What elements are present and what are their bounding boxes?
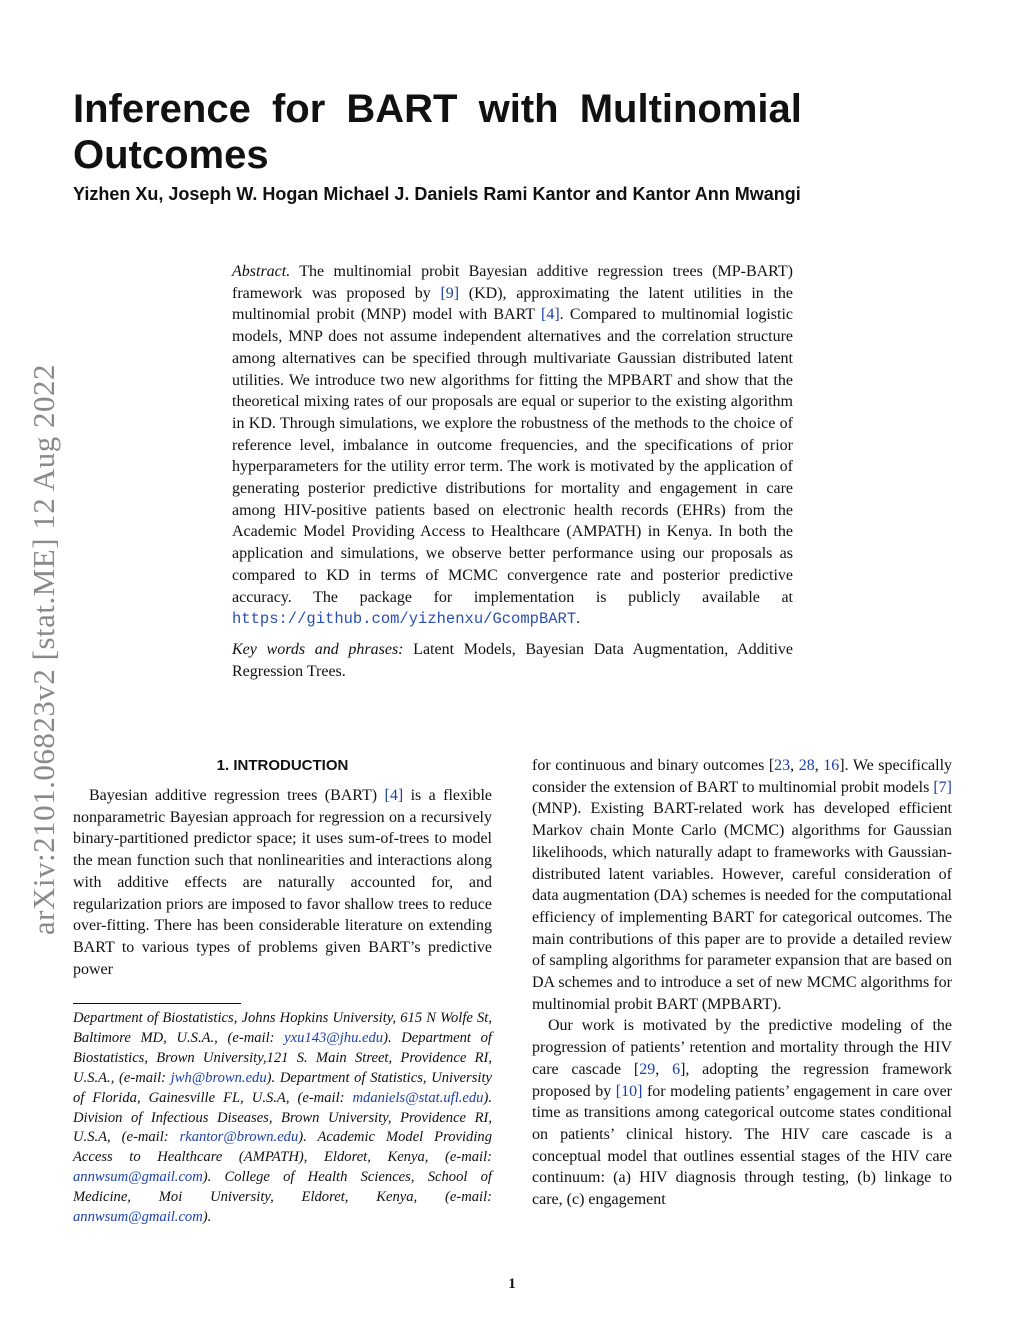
body-text: , [814,757,824,774]
body-paragraph [532,755,952,1015]
footnote-text: ). Division of Infectious Diseases, Brown University, Providence RI, U.S.A, (e-mail: [73,1089,492,1146]
body-text: , [790,757,799,774]
keywords-paragraph [232,639,793,682]
citation-link[interactable]: 23 [774,757,791,774]
section-heading-introduction: 1. INTRODUCTION [216,757,349,774]
footnote-text: ). Department of Biostatistics, Brown University,121 S. Main Street, Providence RI, U.S.A., (e-mail: [73,1029,492,1086]
package-url-link[interactable]: https://github.com/yizhenxu/GcompBART [232,610,577,629]
abstract-paragraph [232,261,793,631]
body-text: Our work is motivated by the predictive modeling of the progression of patients’ retention and mortality through the HIV care cascade [ [532,1017,952,1078]
body-text: Bayesian additive regression trees (BART) [89,787,385,804]
citation-link[interactable]: 28 [798,757,815,774]
body-text: , [655,1060,673,1078]
footnote-text: ). [202,1209,212,1226]
body-paragraph [73,785,492,980]
email-link[interactable]: yxu143@jhu.edu [284,1029,384,1046]
body-text: ], adopting the regression framework proposed by [532,1060,953,1100]
body-text: is a flexible nonparametric Bayesian approach for regression on a recursively binary-partitioned predictor space; it uses sum-of-trees to model the mean function such that nonlinearities and interactions along with additive effects are naturally accounted for, and regularization priors are imposed to favor shallow trees to reduce over-fitting. There has been considerable literature on extending BART to various types of problems given BART’s predictive power [73,787,493,978]
body-text: ]. We specifically consider the extension of BART to multinomial probit models [532,757,953,796]
citation-link[interactable]: [4] [541,306,560,324]
body-paragraph [532,1015,952,1210]
right-column [532,755,952,1211]
email-link[interactable]: annwsum@gmail.com [73,1169,203,1186]
email-link[interactable]: mdaniels@stat.ufl.edu [352,1089,484,1106]
citation-link[interactable]: 16 [823,757,840,774]
citation-link[interactable]: [9] [440,284,460,302]
body-text: (MNP). Existing BART-related work has developed efficient Markov chain Monte Carlo (MCMC) algorithms for Gaussian likelihoods, which naturally adapt to frameworks with Gaussian-distributed latent variables. However, careful consideration of data augmentation (DA) schemes is needed for the computational efficiency of implementing BART for categorical outcomes. The main contributions of this paper are to provide a detailed review of sampling algorithms for parameter expansion that are based on DA schemes and to introduce a set of new MCMC algorithms for multinomial probit BART (MPBART). [532,800,952,1013]
footnote-text: ). Department of Statistics, University of Florida, Gainesville FL, U.S.A, (e-mail: [73,1069,492,1106]
abstract-text: The multinomial probit Bayesian additive regression trees (MP-BART) framework was proposed by [232,263,793,302]
email-link[interactable]: jwh@brown.edu [170,1069,267,1086]
citation-link[interactable]: [7] [933,778,952,796]
author-list: Yizhen Xu, Joseph W. Hogan Michael J. Daniels Rami Kantor and Kantor Ann Mwangi [73,184,801,204]
arxiv-identifier-stamp [24,340,64,960]
footnote-divider [73,1003,241,1004]
affiliations-footnote [73,1009,492,1228]
abstract-label: Abstract. [232,263,291,280]
body-text: for continuous and binary outcomes [ [532,757,775,774]
citation-link[interactable]: 29 [639,1060,656,1078]
paper-title: Inference for BART with Multinomial Outcomes [73,87,802,177]
citation-link[interactable]: 6 [672,1060,681,1078]
email-link[interactable]: rkantor@brown.edu [179,1129,299,1146]
abstract-text: . Compared to multinomial logistic models, MNP does not assume independent alternatives and the correlation structure among alternatives can be specified through multivariate Gaussian distributed latent utilities. We introduce two new algorithms for fitting the MPBART and show that the theoretical mixing rates of our proposals are equal or superior to the existing algorithm in KD. Through simulations, we explore the robustness of the methods to the choice of reference level, imbalance in outcome frequencies, and the specifications of prior hyperparameters for the utility error term. The work is motivated by the application of generating posterior predictive distributions for mortality and engagement in care among HIV-positive patients based on electronic health records (EHRs) from the Academic Model Providing Access to Healthcare (AMPATH) in Kenya. In both the application and simulations, we observe better performance using our proposals as compared to KD in terms of MCMC convergence rate and posterior predictive accuracy. The package for implementation is publicly available at [232,306,794,606]
footnote-text: ). Academic Model Providing Access to Healthcare (AMPATH), Eldoret, Kenya, (e-mail: [73,1129,492,1166]
keywords-label: Key words and phrases: [232,640,404,658]
abstract-text: (KD), approximating the latent utilities in the multinomial probit (MNP) model with BART [232,284,793,324]
body-text: for modeling patients’ engagement in care over time as transitions among categorical outcome states conditional on patients’ clinical history. The HIV care cascade is a conceptual model that outlines essential stages of the HIV care continuum: (a) HIV diagnosis through testing, (b) linkage to care, (c) engagement [532,1082,953,1209]
email-link[interactable]: annwsum@gmail.com [73,1209,203,1226]
page-number: 1 [508,1276,516,1292]
keywords-text: Latent Models, Bayesian Data Augmentation, Additive Regression Trees. [232,640,794,680]
citation-link[interactable]: [4] [384,787,404,804]
abstract-block [232,261,793,682]
footnote-text: Department of Biostatistics, Johns Hopkins University, 615 N Wolfe St, Baltimore MD, U.S.A., (e-mail: [73,1010,492,1046]
footnote-text: ). College of Health Sciences, School of Medicine, Moi University, Eldoret, Kenya, (e-mail: [73,1169,492,1206]
citation-link[interactable]: [10] [615,1082,643,1100]
abstract-text: . [576,610,581,628]
arxiv-identifier-text: arXiv:2101.06823v2 [stat.ME] 12 Aug 2022 [26,364,61,936]
left-column [73,755,492,980]
